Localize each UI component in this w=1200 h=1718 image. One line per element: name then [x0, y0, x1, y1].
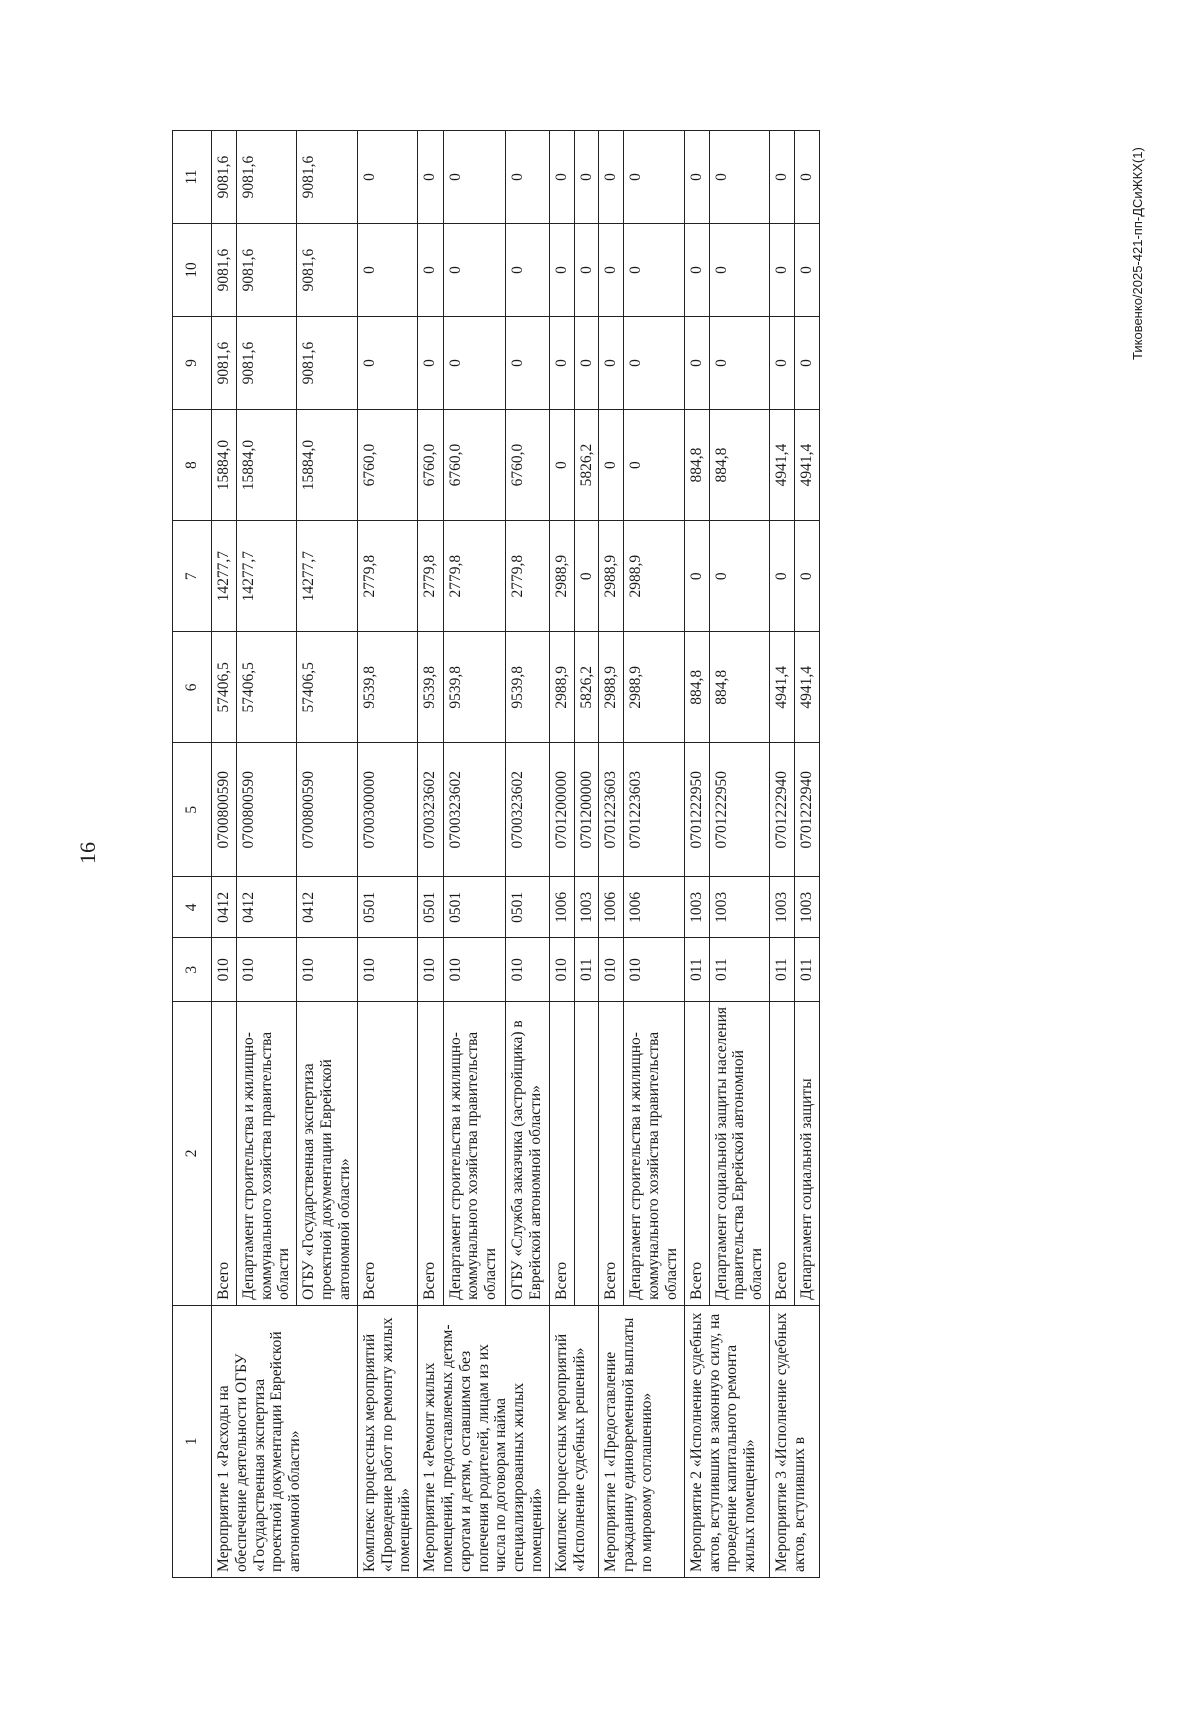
- value-cell: 0: [624, 317, 684, 410]
- value-cell: 9081,6: [297, 317, 357, 410]
- value-cell: 0: [624, 410, 684, 521]
- value-cell: 14277,7: [297, 521, 357, 632]
- value-cell: 010: [418, 938, 444, 1002]
- value-cell: 0: [709, 131, 769, 224]
- value-cell: 1006: [624, 877, 684, 938]
- value-cell: 0: [549, 224, 574, 317]
- value-cell: 0: [794, 521, 819, 632]
- value-cell: 9539,8: [505, 632, 549, 743]
- value-cell: 9081,6: [297, 131, 357, 224]
- executor-cell: Департамент социальной защиты населения правительства Еврейской автономной области: [709, 1001, 769, 1305]
- value-cell: 9539,8: [357, 632, 417, 743]
- value-cell: 0: [505, 131, 549, 224]
- value-cell: 0: [505, 317, 549, 410]
- value-cell: 4941,4: [769, 410, 794, 521]
- activity-name-cell: Мероприятие 1 «Расходы на обеспечение деятельности ОГБУ «Государственная экспертиза проектной документации Еврейской автономной области»: [212, 1305, 358, 1577]
- value-cell: 0700300000: [357, 743, 417, 877]
- value-cell: 0412: [297, 877, 357, 938]
- value-cell: 0: [574, 317, 599, 410]
- activity-name-cell: Мероприятие 3 «Исполнение судебных актов, вступивших в: [769, 1305, 819, 1577]
- value-cell: 0: [684, 317, 709, 410]
- value-cell: 15884,0: [236, 410, 296, 521]
- value-cell: 0: [709, 521, 769, 632]
- value-cell: 2988,9: [624, 521, 684, 632]
- value-cell: 884,8: [684, 410, 709, 521]
- value-cell: 0: [574, 521, 599, 632]
- value-cell: 0701222940: [794, 743, 819, 877]
- value-cell: 0: [505, 224, 549, 317]
- value-cell: 6760,0: [418, 410, 444, 521]
- value-cell: 0701222950: [684, 743, 709, 877]
- table-row: [418, 131, 444, 1578]
- value-cell: 0: [418, 224, 444, 317]
- value-cell: 0700800590: [212, 743, 237, 877]
- value-cell: 14277,7: [212, 521, 237, 632]
- executor-cell: ОГБУ «Государственная экспертиза проектной документации Еврейской автономной области»: [297, 1001, 357, 1305]
- table-row: [769, 131, 794, 1578]
- value-cell: 010: [357, 938, 417, 1002]
- value-cell: 2779,8: [505, 521, 549, 632]
- value-cell: 9081,6: [212, 131, 237, 224]
- rotated-table-container: [172, 130, 1200, 1578]
- value-cell: 1006: [549, 877, 574, 938]
- value-cell: 010: [236, 938, 296, 1002]
- executor-cell: [574, 1001, 599, 1305]
- value-cell: 0701222940: [769, 743, 794, 877]
- value-cell: 0: [443, 317, 505, 410]
- value-cell: 0: [794, 131, 819, 224]
- value-cell: 0: [549, 131, 574, 224]
- table-row: [599, 131, 624, 1578]
- table-row: [549, 131, 574, 1578]
- value-cell: 011: [769, 938, 794, 1002]
- value-cell: 0700800590: [236, 743, 296, 877]
- value-cell: 0: [709, 224, 769, 317]
- value-cell: 9081,6: [236, 224, 296, 317]
- value-cell: 0700800590: [297, 743, 357, 877]
- executor-cell: Департамент строительства и жилищно-коммунального хозяйства правительства области: [236, 1001, 296, 1305]
- value-cell: 0701222950: [709, 743, 769, 877]
- value-cell: 0700323602: [418, 743, 444, 877]
- value-cell: 1003: [769, 877, 794, 938]
- column-header: 6: [173, 632, 212, 743]
- value-cell: 0: [769, 521, 794, 632]
- executor-cell: Департамент строительства и жилищно-коммунального хозяйства правительства области: [624, 1001, 684, 1305]
- value-cell: 9539,8: [443, 632, 505, 743]
- value-cell: 0: [624, 131, 684, 224]
- value-cell: 0: [574, 224, 599, 317]
- value-cell: 010: [443, 938, 505, 1002]
- activity-name-cell: Комплекс процессных мероприятий «Проведение работ по ремонту жилых помещений»: [357, 1305, 417, 1577]
- column-header: 8: [173, 410, 212, 521]
- value-cell: 0: [794, 224, 819, 317]
- value-cell: 0: [684, 521, 709, 632]
- value-cell: 010: [505, 938, 549, 1002]
- value-cell: 0: [357, 131, 417, 224]
- value-cell: 9081,6: [236, 131, 296, 224]
- value-cell: 010: [297, 938, 357, 1002]
- table-body: [212, 131, 820, 1578]
- value-cell: 9539,8: [418, 632, 444, 743]
- column-header: 2: [173, 1001, 212, 1305]
- executor-cell: Всего: [418, 1001, 444, 1305]
- value-cell: 0: [549, 410, 574, 521]
- column-header: 1: [173, 1305, 212, 1577]
- value-cell: 0: [443, 224, 505, 317]
- executor-cell: Департамент строительства и жилищно-коммунального хозяйства правительства области: [443, 1001, 505, 1305]
- activity-name-cell: Комплекс процессных мероприятий «Исполнение судебных решений»: [549, 1305, 599, 1577]
- value-cell: 0501: [443, 877, 505, 938]
- value-cell: 15884,0: [297, 410, 357, 521]
- value-cell: 14277,7: [236, 521, 296, 632]
- executor-cell: Всего: [599, 1001, 624, 1305]
- value-cell: 1003: [684, 877, 709, 938]
- value-cell: 4941,4: [794, 410, 819, 521]
- executor-cell: Всего: [549, 1001, 574, 1305]
- value-cell: 1006: [599, 877, 624, 938]
- value-cell: 0701223603: [599, 743, 624, 877]
- value-cell: 0: [418, 131, 444, 224]
- value-cell: 0412: [212, 877, 237, 938]
- value-cell: 1003: [794, 877, 819, 938]
- value-cell: 0: [599, 224, 624, 317]
- table-row: [357, 131, 417, 1578]
- value-cell: 2988,9: [549, 521, 574, 632]
- value-cell: 0700323602: [443, 743, 505, 877]
- value-cell: 9081,6: [212, 224, 237, 317]
- value-cell: 0: [769, 224, 794, 317]
- value-cell: 0501: [505, 877, 549, 938]
- executor-cell: ОГБУ «Служба заказчика (застройщика) в Еврейской автономной области»: [505, 1001, 549, 1305]
- value-cell: 0: [684, 224, 709, 317]
- activity-name-cell: Мероприятие 1 «Предоставление гражданину единовременной выплаты по мировому соглашению»: [599, 1305, 684, 1577]
- value-cell: 884,8: [684, 632, 709, 743]
- value-cell: 9081,6: [212, 317, 237, 410]
- value-cell: 0: [769, 131, 794, 224]
- value-cell: 5826,2: [574, 410, 599, 521]
- value-cell: 9081,6: [297, 224, 357, 317]
- executor-cell: Всего: [357, 1001, 417, 1305]
- column-header: 4: [173, 877, 212, 938]
- value-cell: 57406,5: [236, 632, 296, 743]
- column-header: 11: [173, 131, 212, 224]
- value-cell: 0: [549, 317, 574, 410]
- column-header: 3: [173, 938, 212, 1002]
- column-header: 10: [173, 224, 212, 317]
- document-code: Тиковенко/2025-421-пп-ДСиЖКХ(1): [1130, 147, 1145, 360]
- value-cell: 0: [574, 131, 599, 224]
- value-cell: 2779,8: [418, 521, 444, 632]
- value-cell: 2988,9: [599, 632, 624, 743]
- value-cell: 011: [684, 938, 709, 1002]
- value-cell: 57406,5: [212, 632, 237, 743]
- value-cell: 884,8: [709, 632, 769, 743]
- value-cell: 5826,2: [574, 632, 599, 743]
- value-cell: 010: [212, 938, 237, 1002]
- table-row: [684, 131, 709, 1578]
- table-row: [212, 131, 237, 1578]
- value-cell: 0: [357, 224, 417, 317]
- value-cell: 6760,0: [505, 410, 549, 521]
- value-cell: 0: [357, 317, 417, 410]
- page-number: 16: [75, 842, 100, 864]
- value-cell: 0: [599, 317, 624, 410]
- value-cell: 0: [443, 131, 505, 224]
- executor-cell: Всего: [684, 1001, 709, 1305]
- column-header: 7: [173, 521, 212, 632]
- value-cell: 6760,0: [443, 410, 505, 521]
- value-cell: 0412: [236, 877, 296, 938]
- activity-name-cell: Мероприятие 2 «Исполнение судебных актов, вступивших в законную силу, на проведение капитального ремонта жилых помещений»: [684, 1305, 769, 1577]
- value-cell: 2988,9: [624, 632, 684, 743]
- value-cell: 0: [794, 317, 819, 410]
- value-cell: 2988,9: [549, 632, 574, 743]
- value-cell: 57406,5: [297, 632, 357, 743]
- value-cell: 0701200000: [549, 743, 574, 877]
- value-cell: 2779,8: [443, 521, 505, 632]
- value-cell: 0: [769, 317, 794, 410]
- value-cell: 0700323602: [505, 743, 549, 877]
- value-cell: 884,8: [709, 410, 769, 521]
- value-cell: 0: [709, 317, 769, 410]
- value-cell: 0: [599, 131, 624, 224]
- column-header: 5: [173, 743, 212, 877]
- table-header-row: [173, 131, 212, 1578]
- value-cell: 010: [599, 938, 624, 1002]
- value-cell: 15884,0: [212, 410, 237, 521]
- executor-cell: Всего: [769, 1001, 794, 1305]
- value-cell: 0: [599, 410, 624, 521]
- value-cell: 1003: [574, 877, 599, 938]
- value-cell: 0701223603: [624, 743, 684, 877]
- value-cell: 011: [794, 938, 819, 1002]
- executor-cell: Департамент социальной защиты: [794, 1001, 819, 1305]
- column-header: 9: [173, 317, 212, 410]
- value-cell: 2988,9: [599, 521, 624, 632]
- value-cell: 010: [549, 938, 574, 1002]
- value-cell: 0: [624, 224, 684, 317]
- activity-name-cell: Мероприятие 1 «Ремонт жилых помещений, предоставляемых детям-сиротам и детям, оставшимся без попечения родителей, лицам из их числа по договорам найма специализированных жилых помещений»: [418, 1305, 550, 1577]
- value-cell: 011: [709, 938, 769, 1002]
- value-cell: 2779,8: [357, 521, 417, 632]
- value-cell: 0701200000: [574, 743, 599, 877]
- value-cell: 1003: [709, 877, 769, 938]
- value-cell: 6760,0: [357, 410, 417, 521]
- value-cell: 0501: [357, 877, 417, 938]
- value-cell: 9081,6: [236, 317, 296, 410]
- value-cell: 0501: [418, 877, 444, 938]
- value-cell: 0: [418, 317, 444, 410]
- value-cell: 4941,4: [769, 632, 794, 743]
- executor-cell: Всего: [212, 1001, 237, 1305]
- value-cell: 011: [574, 938, 599, 1002]
- value-cell: 4941,4: [794, 632, 819, 743]
- value-cell: 0: [684, 131, 709, 224]
- value-cell: 010: [624, 938, 684, 1002]
- budget-table: [172, 130, 820, 1578]
